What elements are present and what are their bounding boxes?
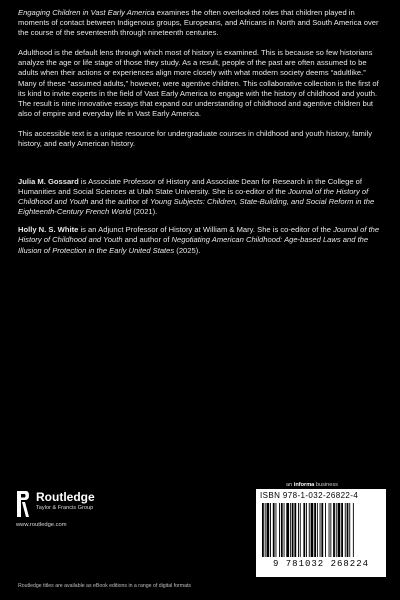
bio-gossard-text-a: is Associate Professor of History and Associate Dean for Research in the College of Humanities and Social Sciences at Utah State University. She is co-editor of the bbox=[18, 176, 362, 196]
bio-gossard bbox=[18, 177, 384, 218]
bio-gossard-journal: Journal of the History of Childhood and Youth bbox=[18, 186, 369, 206]
routledge-logo-icon bbox=[16, 489, 30, 519]
book-title: Engaging Children in Vast Early America bbox=[18, 8, 155, 17]
bio-white-text-b: and author of bbox=[122, 235, 172, 245]
description-paragraph-1 bbox=[18, 8, 384, 39]
barcode-box bbox=[256, 489, 386, 577]
author-name-white: Holly N. S. White bbox=[18, 225, 79, 235]
bio-gossard-book: Young Subjects: Children, State-Building, and Social Reform in the Eighteenth-Century French World bbox=[18, 196, 375, 217]
barcode-digits: 9 781032 268224 bbox=[272, 559, 369, 569]
publisher-block bbox=[16, 489, 176, 529]
informa-business-line bbox=[286, 482, 338, 488]
bio-white-text-c: (2025). bbox=[174, 245, 201, 255]
bio-gossard-text-c: (2021). bbox=[131, 207, 158, 217]
publisher-group: Taylor & Francis Group bbox=[36, 505, 94, 511]
description-paragraph-3: This accessible text is a unique resource for undergraduate courses in childhood and youth history, family history, and early American history. bbox=[18, 128, 373, 148]
description-paragraph-2: Adulthood is the default lens through which most of history is examined. This is because so few historians analyze the age or life stage of those they study. As a result, people of the past are often assumed to be adults when their actions or experiences align more closely with what modern society deems “adultlike.” Many of these “assumed adults,” however, were agentive children. This collaborative collection is the first of its kind to invite experts in the field of Vast Early America to engage with the history of childhood and youth. The result is nine innovative essays that expand our understanding of childhood and agentive children but also of empire and everyday life in Vast Early America. bbox=[18, 48, 379, 119]
publisher-url: www.routledge.com bbox=[16, 522, 67, 528]
bio-white-book: Negotiating American Childhood: Age-based Laws and the Illusion of Protection in the Early United States bbox=[18, 235, 369, 255]
informa-prefix: an bbox=[286, 482, 294, 488]
informa-brand: informa bbox=[293, 482, 315, 488]
bio-white-text-a: is an Adjunct Professor of History at William & Mary. She is co-editor of the bbox=[78, 225, 334, 235]
ebook-footnote: Routledge titles are available as eBook editions in a range of digital formats bbox=[18, 583, 192, 589]
bio-white-journal: Journal of the History of Childhood and Youth bbox=[18, 225, 380, 245]
bio-white bbox=[18, 225, 384, 256]
author-name-gossard: Julia M. Gossard bbox=[18, 176, 79, 186]
isbn-label: ISBN 978-1-032-26822-4 bbox=[260, 491, 359, 500]
informa-suffix: business bbox=[314, 482, 338, 488]
barcode-icon bbox=[260, 503, 382, 559]
bio-gossard-text-b: and the author of bbox=[88, 196, 151, 206]
bio-spacer bbox=[18, 159, 384, 177]
description-p1-text: examines the often overlooked roles that children played in moments of contact between Indigenous groups, Europeans, and Africans in North and South America over the course of the seventeenth through nineteenth centuries. bbox=[18, 8, 379, 38]
publisher-name: Routledge bbox=[36, 490, 95, 504]
back-cover-text bbox=[18, 8, 384, 264]
